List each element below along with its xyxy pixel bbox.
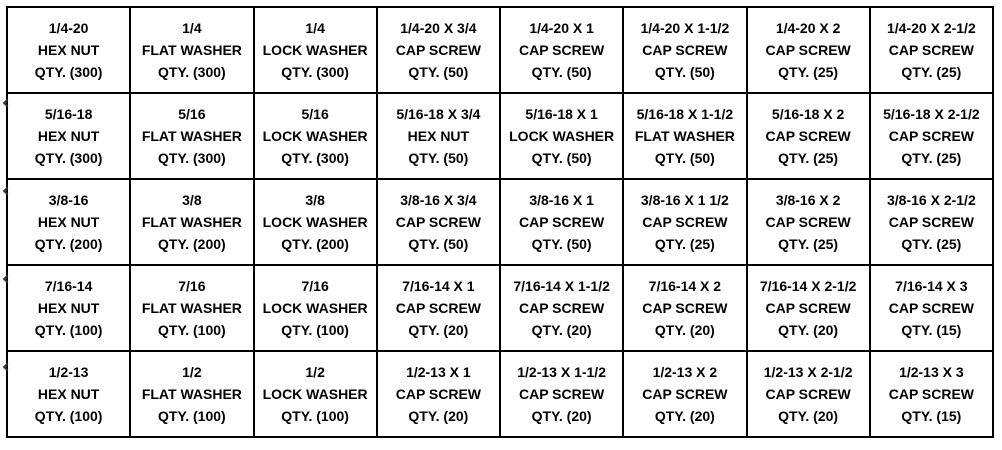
label-part-type: HEX NUT xyxy=(37,42,100,58)
label-cell xyxy=(130,93,253,179)
label-size: 7/16-14 X 3 xyxy=(895,278,968,294)
label-part-type: CAP SCREW xyxy=(395,214,482,230)
label-quantity: QTY. (300) xyxy=(34,150,103,166)
label-quantity: QTY. (300) xyxy=(281,150,349,166)
label-size: 5/16 xyxy=(178,106,206,122)
label-size: 3/8-16 X 2 xyxy=(775,192,841,208)
label-quantity: QTY. (50) xyxy=(531,150,592,166)
label-quantity: QTY. (25) xyxy=(778,64,839,80)
label-size: 1/2-13 X 2 xyxy=(652,364,718,380)
label-size: 5/16-18 X 1-1/2 xyxy=(636,106,734,122)
label-row xyxy=(7,265,993,351)
label-part-type: CAP SCREW xyxy=(395,300,482,316)
label-cell xyxy=(747,7,870,93)
label-part-type: CAP SCREW xyxy=(888,386,975,402)
label-quantity: QTY. (15) xyxy=(901,322,962,338)
label-quantity: QTY. (20) xyxy=(531,322,592,338)
label-quantity: QTY. (20) xyxy=(654,408,715,424)
label-cell xyxy=(870,265,993,351)
label-part-type: LOCK WASHER xyxy=(509,128,615,144)
label-part-type: HEX NUT xyxy=(37,128,100,144)
label-cell xyxy=(377,351,500,437)
label-part-type: CAP SCREW xyxy=(642,386,728,402)
label-size: 1/2-13 X 1 xyxy=(406,364,471,380)
label-quantity: QTY. (50) xyxy=(408,64,469,80)
label-quantity: QTY. (25) xyxy=(778,236,839,252)
label-size: 5/16-18 X 2 xyxy=(771,106,845,122)
label-quantity: QTY. (300) xyxy=(158,150,226,166)
label-size: 1/4-20 X 3/4 xyxy=(400,20,477,36)
label-part-type: CAP SCREW xyxy=(518,214,605,230)
label-cell xyxy=(747,179,870,265)
label-part-type: FLAT WASHER xyxy=(634,128,735,144)
label-cell xyxy=(500,93,623,179)
label-size: 7/16-14 X 1 xyxy=(402,278,475,294)
label-size: 5/16-18 X 3/4 xyxy=(396,106,481,122)
label-quantity: QTY. (50) xyxy=(654,150,715,166)
label-quantity: QTY. (300) xyxy=(281,64,349,80)
label-cell xyxy=(130,179,253,265)
label-row xyxy=(7,179,993,265)
label-cell xyxy=(747,93,870,179)
label-size: 3/8 xyxy=(305,192,325,208)
label-cell xyxy=(254,179,377,265)
label-cell xyxy=(747,351,870,437)
label-part-type: FLAT WASHER xyxy=(141,214,242,230)
label-size: 5/16-18 X 2-1/2 xyxy=(883,106,980,122)
label-size: 1/2-13 X 1-1/2 xyxy=(517,364,606,380)
label-cell xyxy=(870,351,993,437)
label-cell xyxy=(7,93,130,179)
label-quantity: QTY. (25) xyxy=(654,236,715,252)
label-size: 1/2-13 X 3 xyxy=(899,364,964,380)
label-size: 1/4-20 X 2-1/2 xyxy=(887,20,976,36)
label-part-type: CAP SCREW xyxy=(888,42,975,58)
label-quantity: QTY. (50) xyxy=(654,64,715,80)
label-size: 3/8-16 xyxy=(48,192,89,208)
label-size: 3/8-16 X 3/4 xyxy=(400,192,477,208)
label-part-type: LOCK WASHER xyxy=(262,300,368,316)
label-size: 1/4 xyxy=(305,20,325,36)
label-quantity: QTY. (25) xyxy=(901,64,962,80)
label-cell xyxy=(130,351,253,437)
label-cell xyxy=(870,93,993,179)
label-size: 7/16-14 X 2 xyxy=(648,278,722,294)
label-size: 7/16 xyxy=(178,278,206,294)
label-part-type: HEX NUT xyxy=(407,128,470,144)
label-cell xyxy=(623,7,746,93)
label-cell xyxy=(130,265,253,351)
label-part-type: HEX NUT xyxy=(37,300,100,316)
label-part-type: CAP SCREW xyxy=(518,300,605,316)
label-part-type: CAP SCREW xyxy=(765,300,851,316)
label-size: 1/2 xyxy=(182,364,202,380)
label-quantity: QTY. (50) xyxy=(531,236,592,252)
label-part-type: HEX NUT xyxy=(37,386,100,402)
label-part-type: LOCK WASHER xyxy=(262,42,368,58)
label-part-type: LOCK WASHER xyxy=(262,386,368,402)
label-row xyxy=(7,7,993,93)
label-cell xyxy=(254,7,377,93)
label-quantity: QTY. (100) xyxy=(158,408,226,424)
label-size: 1/2-13 X 2-1/2 xyxy=(763,364,853,380)
label-part-type: CAP SCREW xyxy=(888,128,975,144)
label-part-type: CAP SCREW xyxy=(518,386,605,402)
label-cell xyxy=(500,7,623,93)
label-part-type: FLAT WASHER xyxy=(141,386,242,402)
label-quantity: QTY. (100) xyxy=(281,322,349,338)
label-part-type: CAP SCREW xyxy=(395,42,482,58)
label-size: 1/4-20 X 1-1/2 xyxy=(640,20,730,36)
label-part-type: LOCK WASHER xyxy=(262,128,368,144)
label-grid-body xyxy=(7,7,993,437)
label-cell xyxy=(7,7,130,93)
label-part-type: CAP SCREW xyxy=(395,386,482,402)
label-quantity: QTY. (20) xyxy=(408,408,469,424)
label-size: 5/16-18 X 1 xyxy=(525,106,598,122)
label-size: 1/2 xyxy=(305,364,325,380)
label-cell xyxy=(870,7,993,93)
label-part-type: FLAT WASHER xyxy=(141,128,242,144)
label-size: 7/16 xyxy=(301,278,329,294)
label-quantity: QTY. (50) xyxy=(408,150,469,166)
label-cell xyxy=(254,265,377,351)
label-part-type: FLAT WASHER xyxy=(141,300,242,316)
label-size: 1/4 xyxy=(182,20,202,36)
label-size: 7/16-14 X 2-1/2 xyxy=(759,278,857,294)
label-size: 3/8-16 X 2-1/2 xyxy=(887,192,976,208)
label-part-type: CAP SCREW xyxy=(888,300,975,316)
label-row xyxy=(7,351,993,437)
label-quantity: QTY. (200) xyxy=(281,236,349,252)
label-cell xyxy=(7,179,130,265)
label-part-type: CAP SCREW xyxy=(765,386,851,402)
label-part-type: CAP SCREW xyxy=(642,214,728,230)
label-cell xyxy=(377,179,500,265)
label-quantity: QTY. (15) xyxy=(901,408,962,424)
label-size: 3/8 xyxy=(182,192,202,208)
label-quantity: QTY. (300) xyxy=(34,64,103,80)
label-part-type: CAP SCREW xyxy=(888,214,975,230)
label-cell xyxy=(747,265,870,351)
label-quantity: QTY. (20) xyxy=(531,408,592,424)
label-quantity: QTY. (25) xyxy=(901,150,962,166)
label-cell xyxy=(377,93,500,179)
label-quantity: QTY. (50) xyxy=(408,236,469,252)
label-quantity: QTY. (100) xyxy=(158,322,226,338)
label-size: 5/16 xyxy=(301,106,329,122)
label-cell xyxy=(623,351,746,437)
label-quantity: QTY. (100) xyxy=(34,322,103,338)
label-size: 3/8-16 X 1 xyxy=(529,192,594,208)
label-part-type: CAP SCREW xyxy=(765,42,851,58)
label-cell xyxy=(130,7,253,93)
label-quantity: QTY. (20) xyxy=(654,322,715,338)
label-part-type: FLAT WASHER xyxy=(141,42,242,58)
label-part-type: CAP SCREW xyxy=(642,300,728,316)
label-part-type: LOCK WASHER xyxy=(262,214,368,230)
label-cell xyxy=(623,179,746,265)
label-part-type: CAP SCREW xyxy=(518,42,605,58)
label-cell xyxy=(623,265,746,351)
label-part-type: HEX NUT xyxy=(37,214,100,230)
label-part-type: CAP SCREW xyxy=(765,128,851,144)
label-part-type: CAP SCREW xyxy=(765,214,851,230)
label-part-type: CAP SCREW xyxy=(642,42,728,58)
label-cell xyxy=(7,265,130,351)
label-quantity: QTY. (50) xyxy=(531,64,592,80)
label-cell xyxy=(254,351,377,437)
label-size: 1/2-13 xyxy=(48,364,89,380)
label-quantity: QTY. (20) xyxy=(778,408,839,424)
label-quantity: QTY. (200) xyxy=(34,236,103,252)
label-cell xyxy=(870,179,993,265)
label-size: 7/16-14 X 1-1/2 xyxy=(513,278,610,294)
label-size: 7/16-14 xyxy=(44,278,93,294)
label-cell xyxy=(254,93,377,179)
label-size: 5/16-18 xyxy=(44,106,93,122)
label-quantity: QTY. (200) xyxy=(158,236,226,252)
hardware-label-grid xyxy=(6,6,994,438)
label-cell xyxy=(500,351,623,437)
label-quantity: QTY. (20) xyxy=(778,322,839,338)
label-quantity: QTY. (25) xyxy=(901,236,962,252)
label-quantity: QTY. (25) xyxy=(778,150,839,166)
label-cell xyxy=(7,351,130,437)
label-cell xyxy=(377,7,500,93)
label-quantity: QTY. (300) xyxy=(158,64,226,80)
label-cell xyxy=(500,179,623,265)
label-size: 1/4-20 X 1 xyxy=(529,20,594,36)
label-quantity: QTY. (100) xyxy=(281,408,349,424)
label-cell xyxy=(623,93,746,179)
label-cell xyxy=(377,265,500,351)
label-row xyxy=(7,93,993,179)
label-size: 3/8-16 X 1 1/2 xyxy=(640,192,729,208)
label-quantity: QTY. (20) xyxy=(408,322,469,338)
label-size: 1/4-20 X 2 xyxy=(775,20,841,36)
label-quantity: QTY. (100) xyxy=(34,408,103,424)
label-size: 1/4-20 xyxy=(48,20,89,36)
label-cell xyxy=(500,265,623,351)
